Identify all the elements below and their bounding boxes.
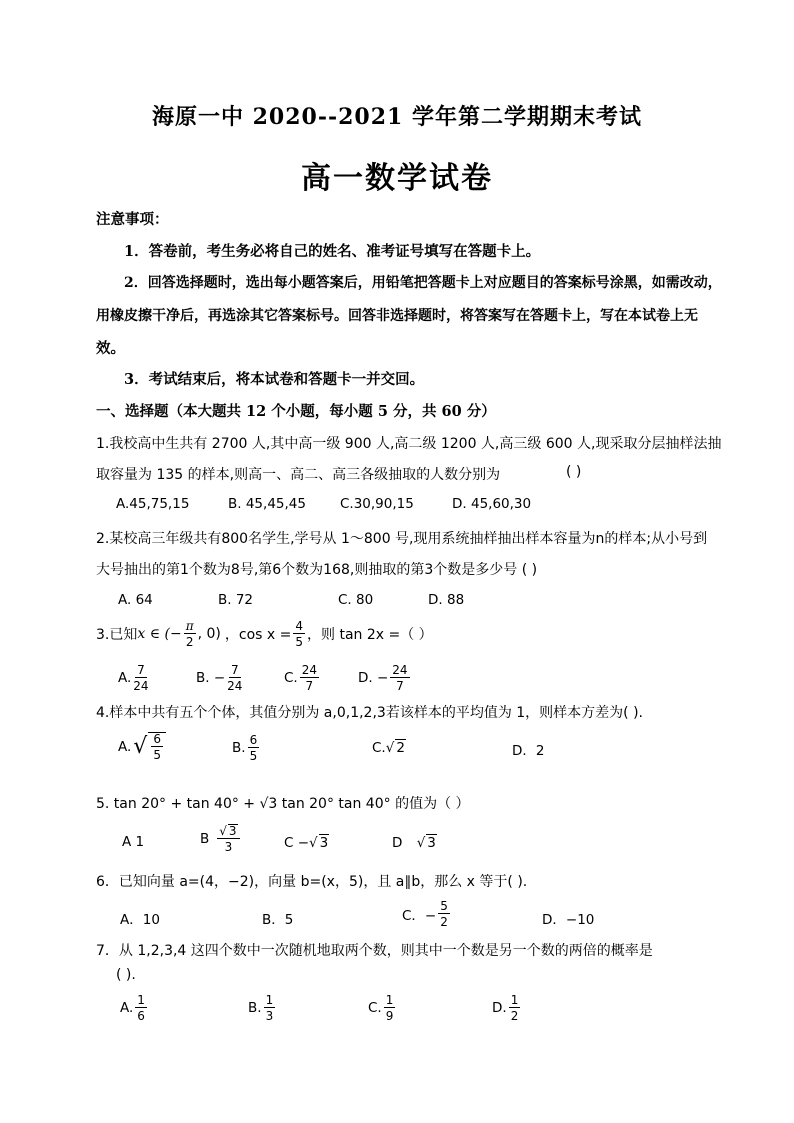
q6-c-label: C．− [402,908,437,924]
q4-option-b [232,734,261,762]
note-2-line3: 效。 [96,340,125,357]
q3-pi-over-2 [184,620,196,648]
q5-d-label: D [392,835,407,851]
q4-a-frac [151,733,163,761]
q6-c-num: 5 [440,899,448,913]
q4-c-label: C. [372,740,386,756]
q1-option-d: D. 45,60,30 [452,496,532,512]
q3-a-den: 24 [133,679,149,693]
q5-b-frac [217,824,239,853]
q1-line1: 1.我校高中生共有 2700 人,其中高一级 900 人,高二级 1200 人,高三级 600 人,现采取分层抽样法抽 [96,436,722,452]
q3-d-frac [390,664,409,692]
q3-domain: x ∈ (− [137,626,182,642]
q4-c-radical: √ [385,740,395,756]
q4-c-value: 2 [396,740,405,756]
q1-paren: ( ) [566,464,582,480]
q3-c-num: 24 [301,663,317,677]
q2-option-d: D. 88 [428,592,465,608]
q3-b-den: 24 [227,679,243,693]
notes-heading: 注意事项： [96,211,169,228]
q7-a-label: A. [120,1000,134,1016]
q3-four-fifths [293,620,305,648]
q7-line1: 7．从 1,2,3,4 这四个数中一次随机地取两个数，则其中一个数是另一个数的两倍的概率是 [96,943,653,959]
q5-option-a: A 1 [122,834,145,850]
q3-five: 5 [295,635,304,649]
q3-a-frac [133,664,148,692]
q7-option-a [120,994,149,1022]
q2-option-c: C. 80 [338,592,374,608]
q7-a-den: 6 [137,1009,145,1023]
q2-option-a: A. 64 [118,592,153,608]
q3-option-b [196,664,244,692]
q5-b-label: B [200,830,210,847]
note-2-line1: 2．回答选择题时，选出每小题答案后，用铅笔把答题卡上对应题目的答案标号涂黑，如需改动， [124,275,722,291]
q7-d-den: 2 [510,1009,519,1023]
q5-b-num: 3 [228,824,237,838]
q6-c-frac [438,900,450,928]
q4-b-frac [248,734,260,762]
q7-b-num: 1 [265,993,274,1007]
q2-line1: 2.某校高三年级共有800名学生,学号从 1～800 号,现用系统抽样抽出样本容量为n的样本;从小号到 [96,531,708,547]
q7-c-frac [384,994,396,1022]
q5-c-value: 3 [319,835,329,851]
note-1: 1．答卷前，考生务必将自己的姓名、准考证号填写在答题卡上。 [124,243,541,260]
q3-a-num: 7 [137,663,145,677]
q7-d-num: 1 [510,993,519,1007]
q3-b-frac [227,664,242,692]
q2-option-b: B. 72 [218,592,254,608]
q3-tail: ，则 tan 2x =（ ） [307,627,433,643]
q3-two: 2 [185,635,194,649]
q3-option-a [118,664,151,692]
q7-c-den: 9 [385,1009,394,1023]
q5-b-den: 3 [224,840,233,854]
q3-stem [96,620,433,648]
note-3: 3．考试结束后，将本试卷和答题卡一并交回。 [124,371,425,388]
q7-d-frac [509,994,521,1022]
q7-option-c [368,994,397,1022]
q5-c-label: C − [284,835,310,851]
q7-b-label: B. [248,1000,262,1016]
q4-a-num: 6 [153,732,161,746]
q5-option-d [392,834,437,851]
q6-option-b: B．5 [262,912,294,928]
q3-c-label: C. [284,670,298,686]
q4-b-den: 5 [249,749,258,763]
q6-option-a: A．10 [120,912,160,928]
q7-c-num: 1 [385,993,394,1007]
q3-pi: π [185,619,194,633]
q4-a-den: 5 [153,748,161,762]
q5-option-b [200,824,242,853]
q5-option-c [284,834,329,851]
q3-c-den: 7 [305,679,314,693]
q7-line2: ( ). [116,967,136,983]
q4-a-label: A. [118,738,132,755]
q1-option-a: A.45,75,15 [116,496,190,512]
q3-four: 4 [295,619,304,633]
exam-title: 海原一中 2020--2021 学年第二学期期末考试 [151,104,643,130]
q5-d-value: 3 [427,835,436,851]
q6-option-d: D．−10 [542,912,595,928]
q6-option-c [402,900,452,928]
q3-cos: ，cos x = [224,627,292,643]
q3-b-label: B. − [196,670,226,686]
q3-a-label: A. [118,670,132,686]
note-2-line2: 用橡皮擦干净后，再选涂其它答案标号。回答非选择题时，将答案写在答题卡上，写在本试卷上无 [96,308,698,324]
q3-option-c [284,664,321,692]
q1-option-c: C.30,90,15 [340,496,414,512]
q3-prefix: 3.已知 [96,627,138,643]
q5-c-radical: √ [309,835,318,851]
q4-option-c [372,739,406,756]
section-heading: 一、选择题（本大题共 12 个小题，每小题 5 分，共 60 分） [96,403,496,420]
q7-d-label: D. [492,1000,507,1016]
q4-b-label: B. [232,740,246,756]
q5-b-num-wrap: √ 3 [217,824,239,839]
q3-d-label: D. − [358,670,389,686]
q5-stem: 5. tan 20° + tan 40° + √3 tan 20° tan 40° 的值为（ ） [96,796,470,812]
q3-d-num: 24 [392,663,408,677]
q4-option-a [118,732,166,761]
q7-option-b [248,994,277,1022]
q6-stem: 6．已知向量 a=(4，−2)，向量 b=(x，5)，且 a∥b，那么 x 等于( ). [96,874,528,890]
q1-option-b: B. 45,45,45 [228,496,306,512]
q1-line2: 取容量为 135 的样本,则高一、高二、高三各级抽取的人数分别为 [96,467,501,483]
q2-line2: 大号抽出的第1个数为8号,第6个数为168,则抽取的第3个数是多少号 ( ) [96,562,538,578]
q4-a-radicand [148,732,166,761]
q4-b-num: 6 [249,733,258,747]
q7-a-num: 1 [137,993,145,1007]
q5-d-radical: √ [416,835,426,851]
q3-b-num: 7 [230,663,239,677]
q7-c-label: C. [368,1000,382,1016]
q4-a-radical: √ [133,734,148,759]
q3-c-frac [300,664,319,692]
q7-option-d [492,994,522,1022]
q4-stem: 4.样本中共有五个个体，其值分别为 a,0,1,2,3若该样本的平均值为 1，则样本方差为( ). [96,705,643,721]
q7-b-frac [264,994,276,1022]
q4-option-d: D．2 [512,743,545,759]
exam-subtitle: 高一数学试卷 [301,161,493,196]
q7-a-frac [135,994,147,1022]
q3-option-d [358,664,412,692]
q3-d-den: 7 [396,679,404,693]
q6-c-den: 2 [440,915,448,929]
q7-b-den: 3 [265,1009,274,1023]
q3-domain-end: , 0) [197,626,221,642]
